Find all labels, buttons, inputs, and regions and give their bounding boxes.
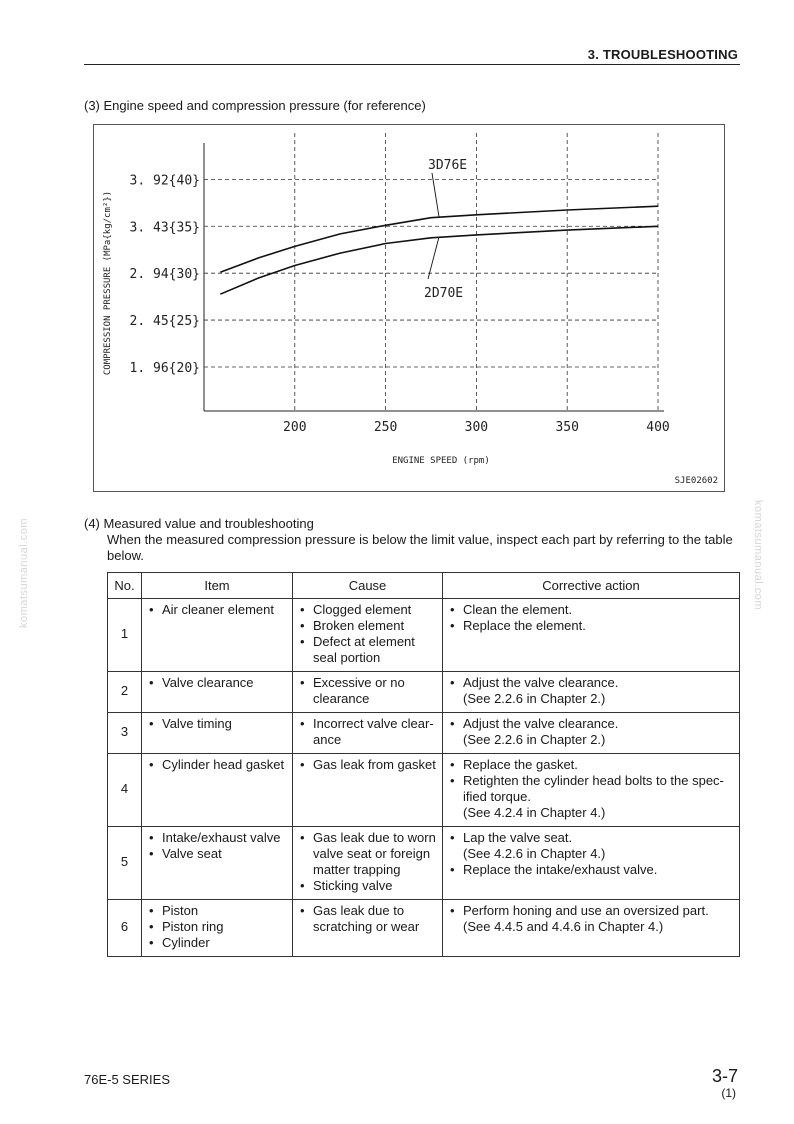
item-list bbox=[148, 903, 286, 951]
header-no: No. bbox=[108, 573, 142, 599]
table-row bbox=[108, 672, 740, 713]
item-list-item: • Intake/exhaust valve bbox=[148, 830, 286, 846]
cell-item bbox=[142, 672, 293, 713]
footer-page-number: 3-7 bbox=[711, 1066, 738, 1086]
series-line bbox=[220, 226, 658, 294]
cell-cause bbox=[293, 827, 443, 900]
item-list-item: • Piston bbox=[148, 903, 286, 919]
cause-list bbox=[299, 757, 436, 773]
action-list-item: (See 2.2.6 in Chapter 2.) bbox=[463, 732, 606, 747]
item-list-item: • Valve clearance bbox=[148, 675, 286, 691]
action-list bbox=[449, 602, 733, 634]
y-tick-label: 1. 96{20} bbox=[129, 360, 200, 376]
section-4-description: When the measured compression pressure is below the limit value, inspect each part by referring to the table below. bbox=[107, 532, 733, 563]
footer-revision: (1) bbox=[721, 1086, 736, 1100]
section-3-heading: (3) Engine speed and compression pressure (for reference) bbox=[84, 98, 426, 113]
header-cause: Cause bbox=[293, 573, 443, 599]
cell-cause bbox=[293, 599, 443, 672]
row-number: 6 bbox=[108, 900, 142, 957]
action-list bbox=[449, 675, 733, 707]
table-row bbox=[108, 900, 740, 957]
item-list bbox=[148, 830, 286, 862]
cell-item bbox=[142, 713, 293, 754]
y-tick-label: 3. 43{35} bbox=[129, 220, 200, 236]
item-list-item: • Valve timing bbox=[148, 716, 286, 732]
cause-list bbox=[299, 675, 436, 707]
header-item: Item bbox=[142, 573, 293, 599]
table-header-row bbox=[108, 573, 740, 599]
cell-action bbox=[443, 754, 740, 827]
item-list-item: • Piston ring bbox=[148, 919, 286, 935]
section-4 bbox=[84, 516, 744, 564]
cause-list-item: • Sticking valve bbox=[299, 878, 436, 894]
action-list-item: • Retighten the cylinder head bolts to the spec-ified torque. bbox=[449, 773, 733, 805]
x-tick-label: 300 bbox=[464, 420, 489, 435]
action-list bbox=[449, 830, 733, 878]
item-list-item: • Cylinder head gasket bbox=[148, 757, 286, 773]
compression-pressure-chart bbox=[93, 124, 725, 492]
troubleshooting-table bbox=[107, 572, 740, 957]
cell-cause bbox=[293, 900, 443, 957]
row-number: 1 bbox=[108, 599, 142, 672]
table-row bbox=[108, 827, 740, 900]
row-number: 3 bbox=[108, 713, 142, 754]
row-number: 5 bbox=[108, 827, 142, 900]
action-list-item: • Perform honing and use an oversized part. bbox=[449, 903, 733, 919]
cause-list-item: • Broken element bbox=[299, 618, 436, 634]
x-tick-label: 200 bbox=[283, 420, 307, 435]
action-list bbox=[449, 716, 733, 748]
series-label: 3D76E bbox=[428, 158, 468, 173]
action-list-item: (See 4.2.6 in Chapter 4.) bbox=[463, 846, 606, 861]
x-tick-label: 400 bbox=[646, 420, 670, 435]
item-list-item: • Cylinder bbox=[148, 935, 286, 951]
cause-list bbox=[299, 602, 436, 666]
series-leader-line bbox=[428, 237, 439, 279]
y-tick-label: 2. 94{30} bbox=[129, 267, 200, 283]
header-divider bbox=[84, 64, 740, 65]
cause-list-item: • Defect at element seal portion bbox=[299, 634, 436, 666]
cause-list-item: • Incorrect valve clear-ance bbox=[299, 716, 436, 748]
action-list bbox=[449, 757, 733, 821]
table-row bbox=[108, 599, 740, 672]
row-number: 4 bbox=[108, 754, 142, 827]
cause-list-item: • Clogged element bbox=[299, 602, 436, 618]
section-4-heading: (4) Measured value and troubleshooting bbox=[84, 516, 314, 531]
action-list-item: • Replace the gasket. bbox=[449, 757, 733, 773]
x-tick-label: 350 bbox=[555, 420, 579, 435]
item-list bbox=[148, 602, 286, 618]
cell-action bbox=[443, 713, 740, 754]
cause-list-item: • Gas leak from gasket bbox=[299, 757, 436, 773]
action-list bbox=[449, 903, 733, 935]
section-header-title: 3. TROUBLESHOOTING bbox=[587, 47, 738, 62]
cause-list-item: • Gas leak due to scratching or wear bbox=[299, 903, 436, 935]
header-corrective-action: Corrective action bbox=[443, 573, 740, 599]
cell-action bbox=[443, 599, 740, 672]
table-row bbox=[108, 713, 740, 754]
figure-code: SJE02602 bbox=[674, 476, 718, 486]
item-list-item: • Valve seat bbox=[148, 846, 286, 862]
item-list-item: • Air cleaner element bbox=[148, 602, 286, 618]
item-list bbox=[148, 716, 286, 732]
y-tick-label: 2. 45{25} bbox=[129, 314, 200, 330]
series-label: 2D70E bbox=[424, 286, 464, 301]
chart-svg bbox=[94, 125, 724, 491]
cell-action bbox=[443, 672, 740, 713]
item-list bbox=[148, 675, 286, 691]
cell-cause bbox=[293, 754, 443, 827]
cause-list bbox=[299, 830, 436, 894]
cause-list-item: • Excessive or no clearance bbox=[299, 675, 436, 707]
action-list-item: • Replace the element. bbox=[449, 618, 733, 634]
x-tick-label: 250 bbox=[373, 420, 398, 435]
cause-list-item: • Gas leak due to worn valve seat or foreign matter trapping bbox=[299, 830, 436, 878]
action-list-item: • Adjust the valve clearance. bbox=[449, 716, 733, 732]
action-list-item: (See 2.2.6 in Chapter 2.) bbox=[463, 691, 606, 706]
action-list-item: • Replace the intake/exhaust valve. bbox=[449, 862, 733, 878]
action-list-item: • Adjust the valve clearance. bbox=[449, 675, 733, 691]
cell-action bbox=[443, 900, 740, 957]
cell-item bbox=[142, 599, 293, 672]
action-list-item: • Clean the element. bbox=[449, 602, 733, 618]
row-number: 2 bbox=[108, 672, 142, 713]
cell-cause bbox=[293, 713, 443, 754]
footer-series: 76E-5 SERIES bbox=[84, 1072, 170, 1087]
x-axis-title: ENGINE SPEED (rpm) bbox=[392, 456, 490, 466]
y-axis-title: COMPRESSION PRESSURE (MPa{kg/cm²}) bbox=[103, 190, 113, 376]
cell-cause bbox=[293, 672, 443, 713]
table-row bbox=[108, 754, 740, 827]
cell-item bbox=[142, 827, 293, 900]
cell-item bbox=[142, 900, 293, 957]
cause-list bbox=[299, 716, 436, 748]
cell-action bbox=[443, 827, 740, 900]
action-list-item: • Lap the valve seat. bbox=[449, 830, 733, 846]
y-tick-label: 3. 92{40} bbox=[129, 173, 200, 189]
cause-list bbox=[299, 903, 436, 935]
action-list-item: (See 4.2.4 in Chapter 4.) bbox=[463, 805, 606, 820]
action-list-item: (See 4.4.5 and 4.4.6 in Chapter 4.) bbox=[463, 919, 664, 934]
watermark-right: komatsumanual.com bbox=[752, 500, 764, 610]
item-list bbox=[148, 757, 286, 773]
watermark-left: komatsumanual.com bbox=[18, 518, 30, 628]
cell-item bbox=[142, 754, 293, 827]
